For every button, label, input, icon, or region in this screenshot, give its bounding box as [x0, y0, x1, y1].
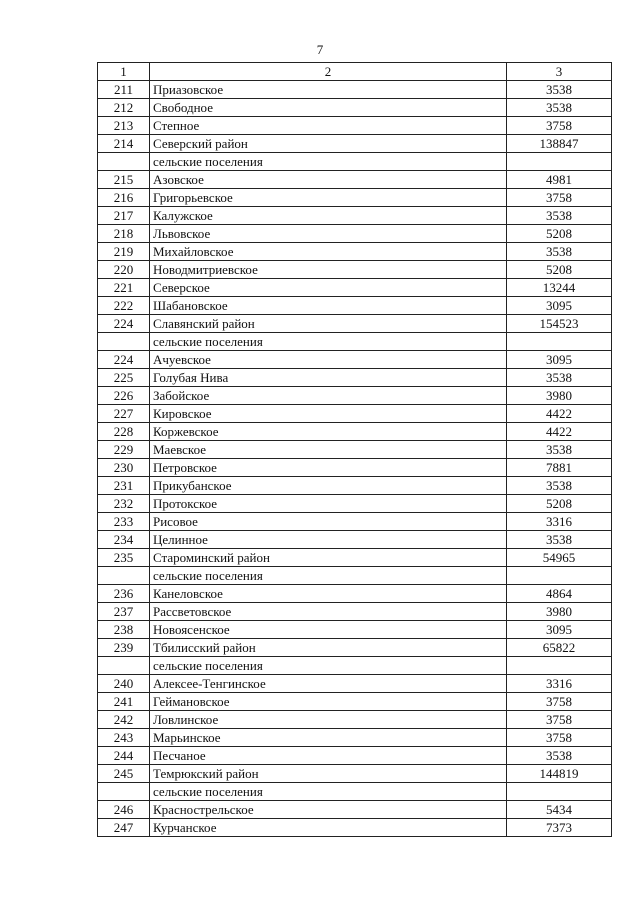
row-value: 3095	[507, 621, 612, 639]
row-value: 4981	[507, 171, 612, 189]
row-number: 246	[98, 801, 150, 819]
row-name: Забойское	[150, 387, 507, 405]
row-value: 3316	[507, 513, 612, 531]
row-name: Темрюкский район	[150, 765, 507, 783]
row-value: 13244	[507, 279, 612, 297]
row-value: 3538	[507, 441, 612, 459]
row-name: Геймановское	[150, 693, 507, 711]
row-number: 216	[98, 189, 150, 207]
table-header-row	[98, 63, 612, 81]
table-row	[98, 135, 612, 153]
row-name: Петровское	[150, 459, 507, 477]
table-row	[98, 495, 612, 513]
row-name: Львовское	[150, 225, 507, 243]
row-value: 3095	[507, 297, 612, 315]
row-value: 3538	[507, 99, 612, 117]
row-value	[507, 567, 612, 585]
table-row	[98, 765, 612, 783]
row-name: Калужское	[150, 207, 507, 225]
row-name: Азовское	[150, 171, 507, 189]
table-row	[98, 243, 612, 261]
table-subheader-row	[98, 153, 612, 171]
table-row	[98, 693, 612, 711]
row-name: Ачуевское	[150, 351, 507, 369]
row-number: 218	[98, 225, 150, 243]
row-number	[98, 657, 150, 675]
table-row	[98, 531, 612, 549]
row-name: Протокское	[150, 495, 507, 513]
table-subheader-row	[98, 333, 612, 351]
table-row	[98, 351, 612, 369]
row-value: 3758	[507, 711, 612, 729]
row-number: 244	[98, 747, 150, 765]
row-name: Песчаное	[150, 747, 507, 765]
header-col-3: 3	[507, 63, 612, 81]
row-number: 219	[98, 243, 150, 261]
row-number	[98, 153, 150, 171]
row-name: Староминский район	[150, 549, 507, 567]
row-value: 3758	[507, 189, 612, 207]
row-number: 215	[98, 171, 150, 189]
row-name: Новоясенское	[150, 621, 507, 639]
row-name: Коржевское	[150, 423, 507, 441]
row-name: Краснострельское	[150, 801, 507, 819]
row-name: Свободное	[150, 99, 507, 117]
table-body	[98, 81, 612, 837]
table-row	[98, 603, 612, 621]
row-value: 3316	[507, 675, 612, 693]
row-number: 233	[98, 513, 150, 531]
row-value: 3538	[507, 477, 612, 495]
row-value: 138847	[507, 135, 612, 153]
row-name: Степное	[150, 117, 507, 135]
row-value: 3758	[507, 729, 612, 747]
row-name: Славянский район	[150, 315, 507, 333]
row-name: Тбилисский район	[150, 639, 507, 657]
row-number: 231	[98, 477, 150, 495]
row-name: Маевское	[150, 441, 507, 459]
row-value: 65822	[507, 639, 612, 657]
table-row	[98, 387, 612, 405]
row-name: Голубая Нива	[150, 369, 507, 387]
table-row	[98, 297, 612, 315]
row-value: 3758	[507, 117, 612, 135]
table-row	[98, 189, 612, 207]
row-number: 221	[98, 279, 150, 297]
table-row	[98, 675, 612, 693]
table-row	[98, 621, 612, 639]
row-number: 217	[98, 207, 150, 225]
row-number: 229	[98, 441, 150, 459]
row-number: 220	[98, 261, 150, 279]
row-value: 5208	[507, 495, 612, 513]
page-number: 7	[316, 42, 324, 57]
table-row	[98, 711, 612, 729]
row-number: 239	[98, 639, 150, 657]
row-value: 3538	[507, 747, 612, 765]
row-value: 154523	[507, 315, 612, 333]
table-row	[98, 585, 612, 603]
table-row	[98, 171, 612, 189]
row-value: 4864	[507, 585, 612, 603]
table-row	[98, 81, 612, 99]
table-row	[98, 639, 612, 657]
row-number: 237	[98, 603, 150, 621]
row-name: Курчанское	[150, 819, 507, 837]
row-name: сельские поселения	[150, 153, 507, 171]
table-row	[98, 513, 612, 531]
allocation-table	[97, 62, 612, 837]
row-number: 241	[98, 693, 150, 711]
row-number: 227	[98, 405, 150, 423]
row-name: Григорьевское	[150, 189, 507, 207]
table-row	[98, 747, 612, 765]
row-name: Алексее-Тенгинское	[150, 675, 507, 693]
row-number: 236	[98, 585, 150, 603]
row-name: сельские поселения	[150, 783, 507, 801]
row-value: 3538	[507, 369, 612, 387]
row-number: 235	[98, 549, 150, 567]
row-number: 243	[98, 729, 150, 747]
row-number: 226	[98, 387, 150, 405]
row-value: 3980	[507, 387, 612, 405]
row-name: Северский район	[150, 135, 507, 153]
row-number: 228	[98, 423, 150, 441]
row-value: 144819	[507, 765, 612, 783]
row-number: 222	[98, 297, 150, 315]
row-value	[507, 333, 612, 351]
row-value: 5208	[507, 225, 612, 243]
row-value	[507, 657, 612, 675]
row-number: 211	[98, 81, 150, 99]
row-value: 5208	[507, 261, 612, 279]
row-value: 7881	[507, 459, 612, 477]
table-row	[98, 279, 612, 297]
table-row	[98, 261, 612, 279]
row-name: Прикубанское	[150, 477, 507, 495]
row-value	[507, 783, 612, 801]
row-number: 247	[98, 819, 150, 837]
row-number: 224	[98, 351, 150, 369]
row-name: Шабановское	[150, 297, 507, 315]
row-name: Приазовское	[150, 81, 507, 99]
table-subheader-row	[98, 567, 612, 585]
row-number: 232	[98, 495, 150, 513]
row-value: 3538	[507, 243, 612, 261]
row-name: Михайловское	[150, 243, 507, 261]
table-row	[98, 549, 612, 567]
row-name: Рисовое	[150, 513, 507, 531]
row-number: 240	[98, 675, 150, 693]
row-number: 214	[98, 135, 150, 153]
table-row	[98, 801, 612, 819]
row-value: 3538	[507, 207, 612, 225]
row-name: Целинное	[150, 531, 507, 549]
row-name: Северское	[150, 279, 507, 297]
row-name: Ловлинское	[150, 711, 507, 729]
row-number	[98, 333, 150, 351]
header-col-1: 1	[98, 63, 150, 81]
table-row	[98, 423, 612, 441]
row-value: 3095	[507, 351, 612, 369]
row-number: 238	[98, 621, 150, 639]
row-number: 242	[98, 711, 150, 729]
row-number: 212	[98, 99, 150, 117]
row-value	[507, 153, 612, 171]
row-value: 3538	[507, 81, 612, 99]
row-value: 3758	[507, 693, 612, 711]
row-value: 5434	[507, 801, 612, 819]
row-number	[98, 567, 150, 585]
table-row	[98, 99, 612, 117]
row-number: 224	[98, 315, 150, 333]
table-row	[98, 819, 612, 837]
row-value: 4422	[507, 405, 612, 423]
row-number: 225	[98, 369, 150, 387]
table-row	[98, 315, 612, 333]
row-number: 230	[98, 459, 150, 477]
row-value: 54965	[507, 549, 612, 567]
row-value: 7373	[507, 819, 612, 837]
table-row	[98, 729, 612, 747]
row-number: 234	[98, 531, 150, 549]
row-value: 4422	[507, 423, 612, 441]
table-row	[98, 369, 612, 387]
row-number: 213	[98, 117, 150, 135]
table-row	[98, 441, 612, 459]
row-value: 3980	[507, 603, 612, 621]
table-row	[98, 405, 612, 423]
row-number	[98, 783, 150, 801]
row-name: Рассветовское	[150, 603, 507, 621]
row-name: сельские поселения	[150, 567, 507, 585]
row-name: сельские поселения	[150, 657, 507, 675]
row-name: Канеловское	[150, 585, 507, 603]
row-number: 245	[98, 765, 150, 783]
table-subheader-row	[98, 783, 612, 801]
table-row	[98, 207, 612, 225]
table-row	[98, 477, 612, 495]
row-name: Марьинское	[150, 729, 507, 747]
table-row	[98, 459, 612, 477]
table-subheader-row	[98, 657, 612, 675]
row-name: Кировское	[150, 405, 507, 423]
table-row	[98, 225, 612, 243]
table-row	[98, 117, 612, 135]
row-name: Новодмитриевское	[150, 261, 507, 279]
row-name: сельские поселения	[150, 333, 507, 351]
row-value: 3538	[507, 531, 612, 549]
header-col-2: 2	[150, 63, 507, 81]
